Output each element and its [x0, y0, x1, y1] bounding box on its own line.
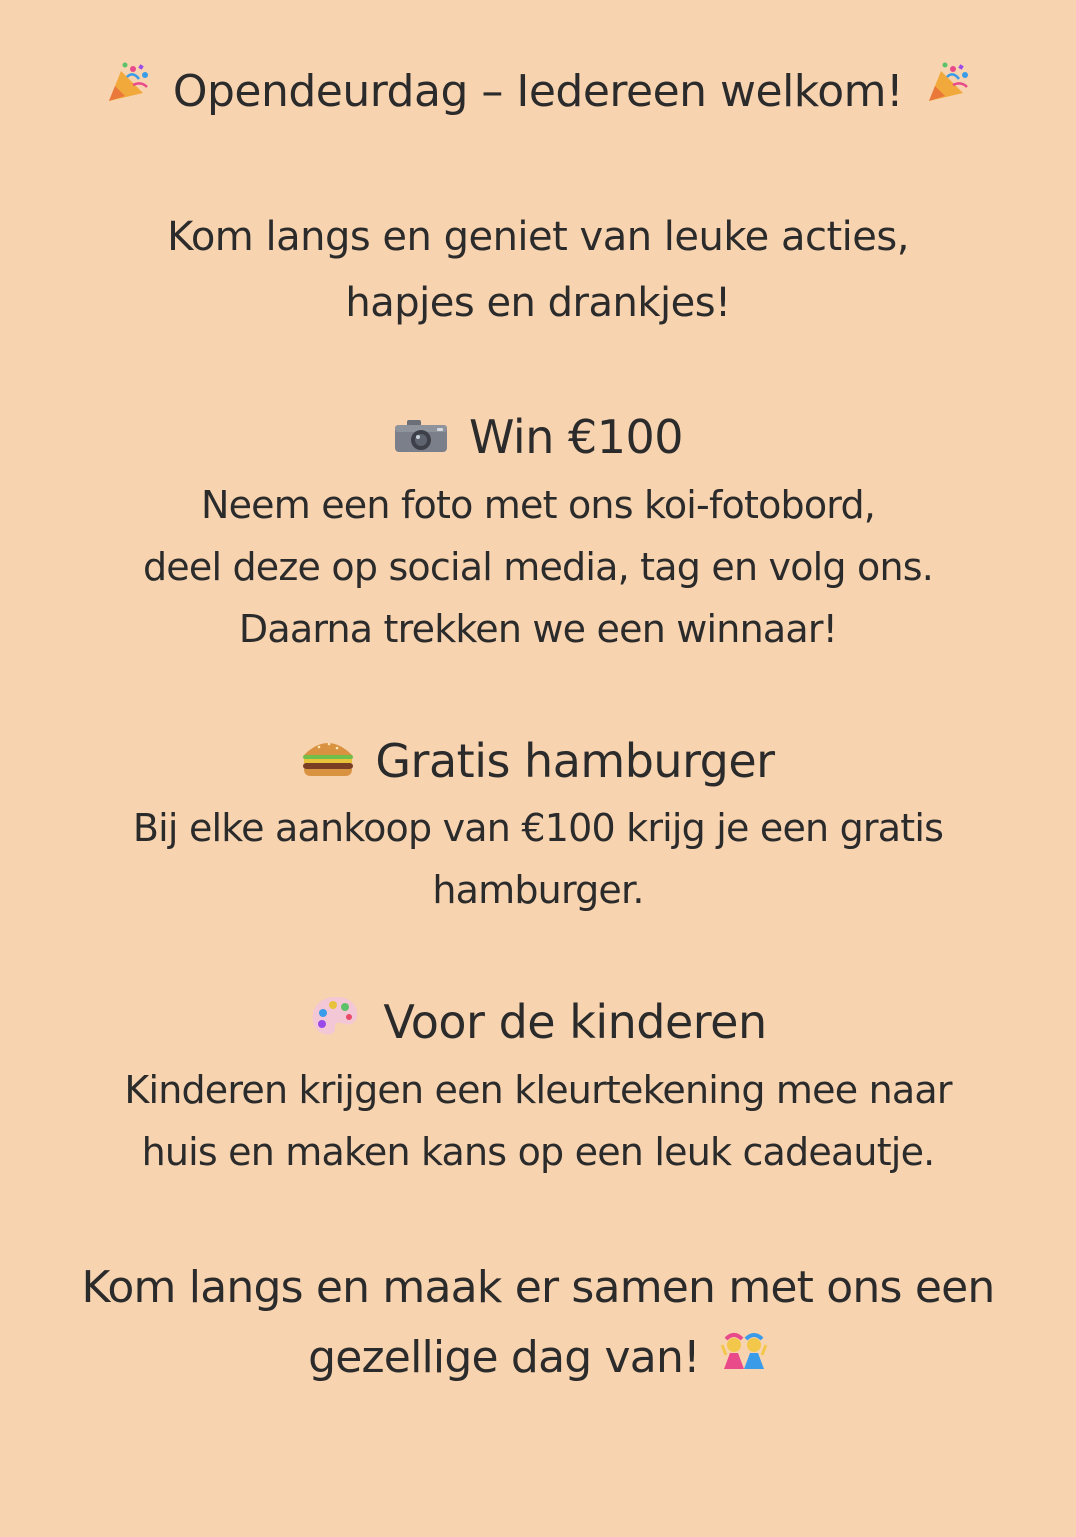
section-kids — [0, 989, 1076, 1183]
page-title-text: Opendeurdag – Iedereen welkom! — [172, 66, 904, 117]
section-line: huis en maken kans op een leuk cadeautje. — [141, 1129, 935, 1174]
intro-line: hapjes en drankjes! — [345, 280, 731, 326]
party-popper-icon — [923, 59, 973, 123]
section-heading — [0, 728, 1076, 798]
closing-line-with-icon — [0, 1323, 1076, 1395]
section-body — [0, 797, 1076, 921]
closing-line-text: gezellige dag van! — [308, 1331, 700, 1383]
closing-line: Kom langs en maak er samen met ons een — [81, 1261, 995, 1313]
section-heading-text: Voor de kinderen — [383, 995, 767, 1049]
closing-text — [0, 1253, 1076, 1395]
intro-line: Kom langs en geniet van leuke acties, — [167, 214, 909, 260]
party-popper-icon — [103, 59, 153, 123]
people-celebrating-icon — [720, 1322, 768, 1392]
hamburger-icon — [301, 728, 355, 794]
page-title — [0, 60, 1076, 126]
section-line: Bij elke aankoop van €100 krijg je een gratis — [132, 806, 944, 850]
section-body — [0, 1059, 1076, 1183]
section-line: Neem een foto met ons koi-fotobord, — [200, 482, 876, 527]
section-heading-text: Gratis hamburger — [375, 733, 775, 788]
section-line: hamburger. — [432, 868, 644, 912]
section-heading — [0, 989, 1076, 1059]
intro-text — [0, 204, 1076, 336]
camera-icon — [393, 405, 449, 471]
section-heading-text: Win €100 — [468, 410, 684, 464]
section-body — [0, 474, 1076, 660]
section-heading — [0, 404, 1076, 474]
artist-palette-icon — [309, 990, 363, 1056]
section-line: Daarna trekken we een winnaar! — [238, 606, 838, 651]
section-line: Kinderen krijgen een kleurtekening mee naar — [124, 1067, 952, 1112]
section-win — [0, 404, 1076, 660]
section-line: deel deze op social media, tag en volg ons. — [142, 544, 934, 589]
section-burger — [0, 728, 1076, 922]
